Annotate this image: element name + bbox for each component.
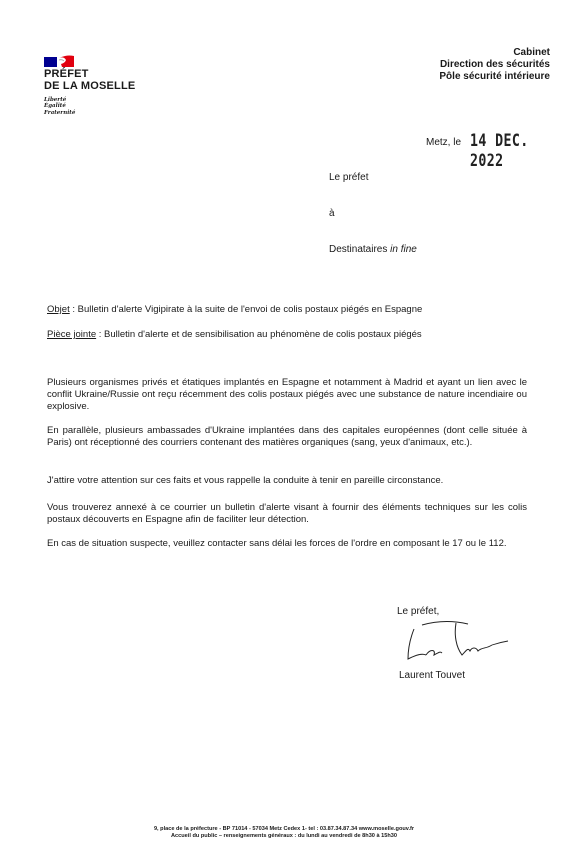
paragraph-5: En cas de situation suspecte, veuillez contacter sans délai les forces de l'ordre en composant le 17 ou le 112.	[47, 538, 507, 549]
recipients-line	[329, 244, 417, 255]
motto-egalite: Égalité	[44, 103, 66, 110]
to-line: à	[329, 208, 335, 219]
paragraph-2: En parallèle, plusieurs ambassades d'Ukraine implantées dans des capitales européennes (dont celle située à Paris) ont réceptionné des courriers contenant des matières organiques (sang, yeux d'animaux, etc.).	[47, 425, 527, 449]
paragraph-1: Plusieurs organismes privés et étatiques implantés en Espagne et notamment à Madrid et ayant un lien avec le conflit Ukraine/Russie ont reçu récemment des colis postaux piégés avec une substance de nature incendiaire ou explosive.	[47, 377, 527, 413]
prefecture-name	[44, 68, 135, 92]
service-direction: Direction des sécurités	[439, 59, 550, 70]
recipients-suffix: in fine	[390, 244, 417, 255]
footer-address: 9, place de la préfecture - BP 71014 - 57034 Metz Cedex 1- tel : 03.87.34.87.34 www.moselle.gouv.fr	[153, 826, 415, 832]
attachment-line	[47, 329, 527, 341]
motto-liberte: Liberté	[44, 97, 67, 103]
paragraph-4: Vous trouverez annexé à ce courrier un bulletin d'alerte visant à fournir des éléments techniques sur les colis postaux découverts en Espagne afin de faciliter leur détection.	[47, 502, 527, 526]
footer-opening-hours: Accueil du public – renseignements généraux : du lundi au vendredi de 8h30 à 15h30	[171, 833, 397, 839]
service-pole: Pôle sécurité intérieure	[439, 71, 550, 82]
date-prefix: Metz, le	[426, 137, 462, 148]
marianne-logo-icon	[44, 55, 74, 67]
prefecture-name-line1: PRÉFET	[44, 68, 89, 80]
paragraph-3: J'attire votre attention sur ces faits et vous rappelle la conduite à tenir en pareille circonstance.	[47, 475, 444, 486]
signature-label: Le préfet,	[397, 606, 440, 617]
handwritten-signature-icon	[396, 615, 514, 667]
sender-line: Le préfet	[329, 172, 369, 183]
service-cabinet: Cabinet	[513, 47, 550, 58]
signatory-name: Laurent Touvet	[399, 670, 465, 681]
recipients-label: Destinataires	[329, 244, 388, 255]
subject-line	[47, 304, 527, 316]
date-stamp: 14 DEC. 2022	[470, 131, 529, 171]
attachment-label: Pièce jointe	[47, 329, 97, 340]
subject-text: : Bulletin d'alerte Vigipirate à la suite de l'envoi de colis postaux piégés en Espagne	[69, 304, 423, 315]
prefecture-name-line2: DE LA MOSELLE	[44, 80, 136, 92]
issuing-service	[439, 47, 550, 83]
republic-motto	[44, 97, 75, 116]
subject-label: Objet	[47, 304, 70, 315]
attachment-text: : Bulletin d'alerte et de sensibilisation au phénomène de colis postaux piégés	[96, 329, 422, 340]
motto-fraternite: Fraternité	[44, 109, 76, 116]
